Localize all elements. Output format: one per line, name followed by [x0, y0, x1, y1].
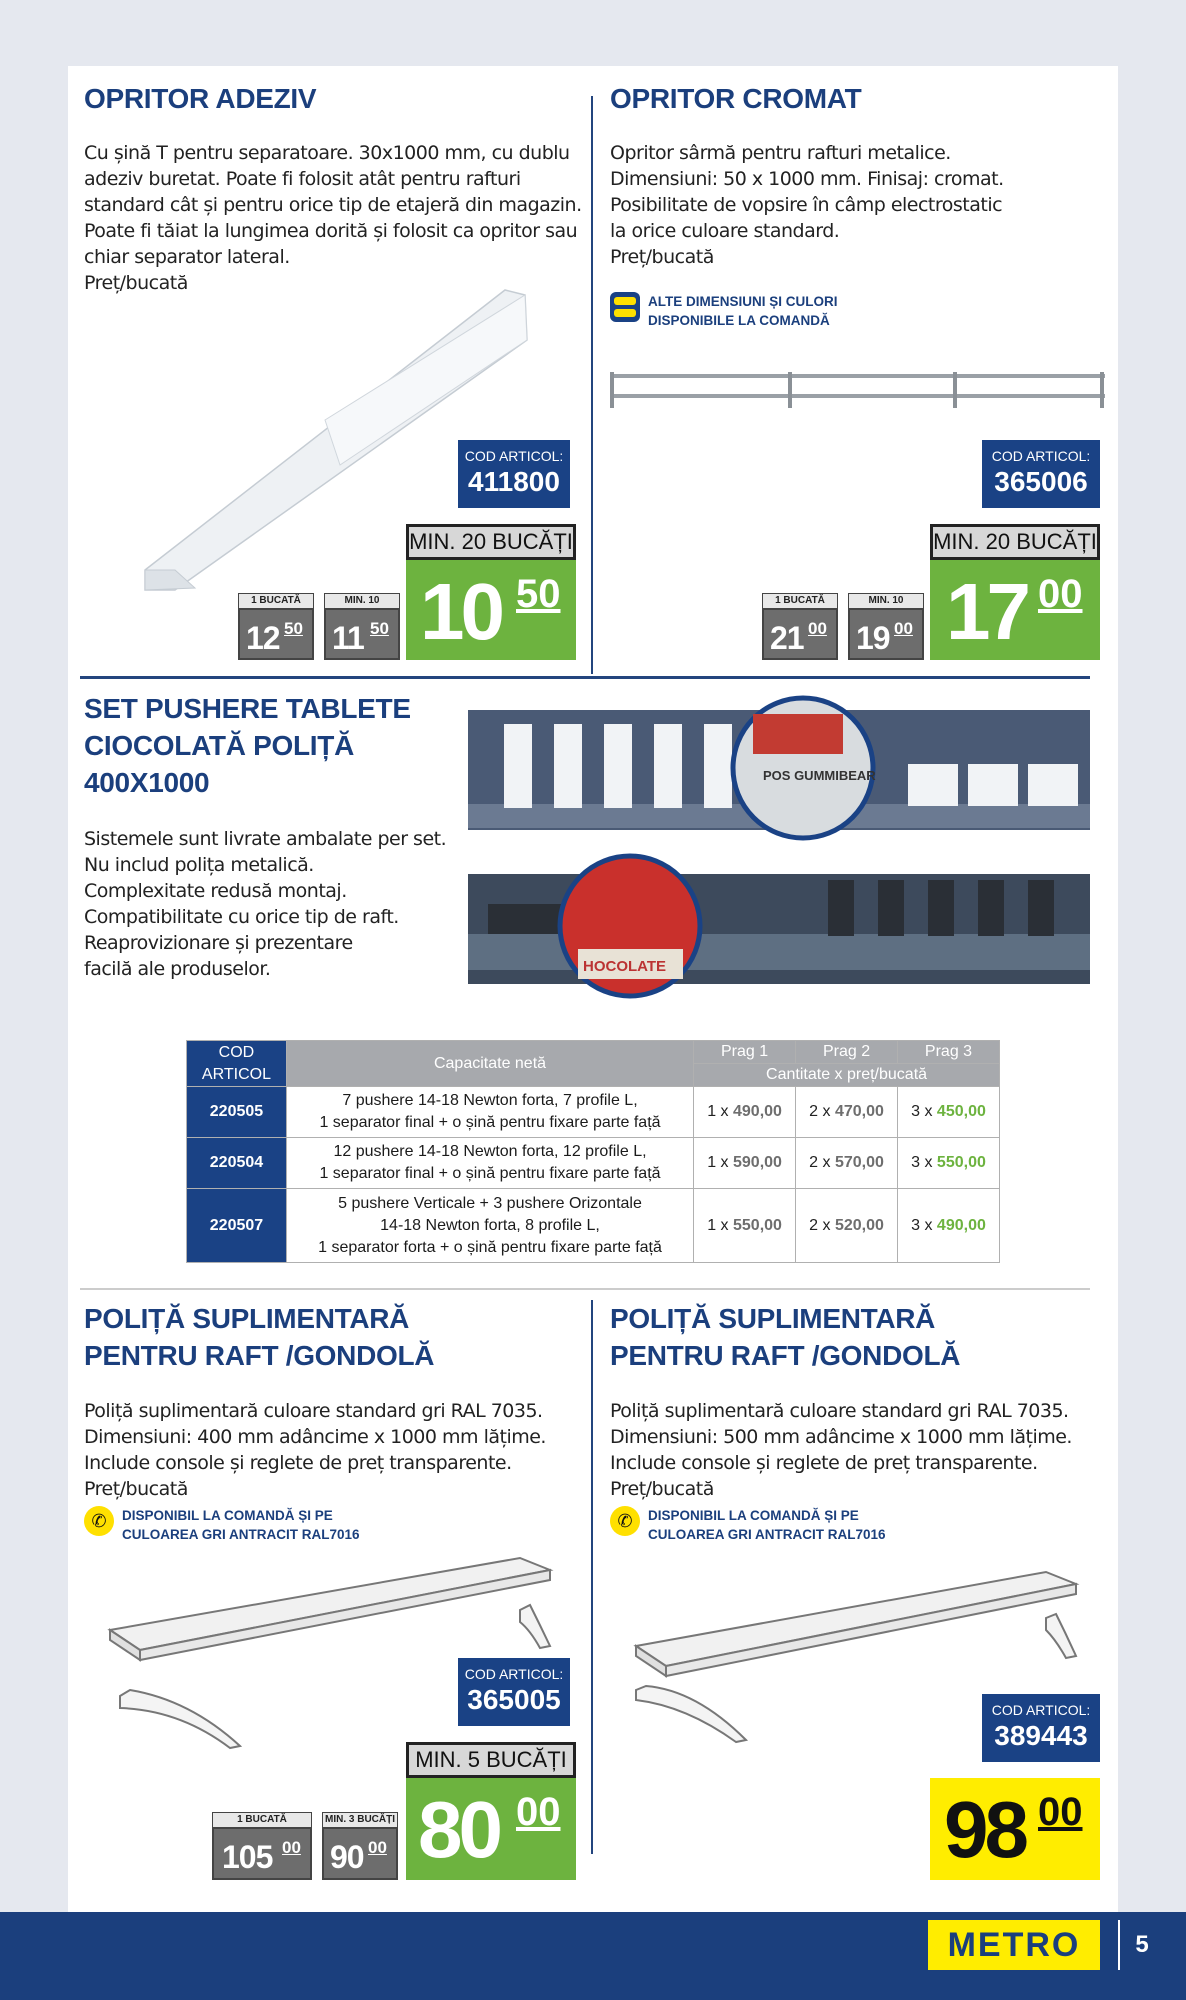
min-quantity-label: MIN. 5 BUCĂȚI	[406, 1742, 576, 1778]
pusher-system-photo	[468, 694, 1092, 1012]
article-code-box: COD ARTICOL: 411800	[458, 440, 570, 508]
main-price: 10 50	[406, 560, 576, 660]
svg-text:HOCOLATE: HOCOLATE	[583, 958, 667, 975]
main-price: 17 00	[930, 560, 1100, 660]
column-divider	[591, 96, 593, 674]
article-code: 220504	[187, 1138, 287, 1189]
product-title: SET PUSHERE TABLETE CIOCOLATĂ POLIȚĂ 400X1000	[84, 693, 411, 798]
header-quantity-price: Cantitate x preț/bucată	[694, 1064, 1000, 1087]
product-description: Poliță suplimentară culoare standard gri RAL 7035. Dimensiuni: 500 mm adâncime x 1000 mm lățime. Include console și reglete de preț transparente. Preț/bucată	[610, 1400, 1072, 1500]
article-code-box: COD ARTICOL: 365006	[982, 440, 1100, 508]
min-quantity-label: MIN. 20 BUCĂȚI	[406, 524, 576, 560]
capacity-cell: 7 pushere 14-18 Newton forta, 7 profile L, 1 separator final + o șină pentru fixare parte față	[286, 1087, 693, 1138]
info-note: ALTE DIMENSIUNI ȘI CULORI DISPONIBILE LA COMANDĂ	[610, 292, 838, 330]
svg-text:POS GUMMIBEAR: POS GUMMIBEAR	[763, 768, 876, 783]
main-price: 98 00	[930, 1778, 1100, 1880]
product-description: Sistemele sunt livrate ambalate per set. Nu includ polița metalică. Complexitate redusă montaj. Compatibilitate cu orice tip de raft. Reaprovizionare și prezentare facilă ale produselor.	[84, 828, 447, 980]
table-row	[187, 1189, 1000, 1263]
header-code: COD ARTICOL	[187, 1041, 287, 1087]
tier-price: 12 50	[238, 608, 314, 660]
tier-label: MIN. 10	[848, 593, 924, 623]
tier-price: 90 00	[322, 1827, 398, 1880]
capacity-cell: 12 pushere 14-18 Newton forta, 12 profile L, 1 separator final + o șină pentru fixare parte față	[286, 1138, 693, 1189]
prag-price: 3 x 550,00	[898, 1138, 1000, 1189]
metro-logo: METRO	[928, 1920, 1100, 1970]
article-code: 220505	[187, 1087, 287, 1138]
section-divider	[80, 676, 1090, 679]
table-row	[187, 1087, 1000, 1138]
info-note: ✆ DISPONIBIL LA COMANDĂ ȘI PE CULOAREA GRI ANTRACIT RAL7016	[610, 1506, 886, 1544]
product-title: OPRITOR ADEZIV	[84, 83, 317, 114]
product-title: OPRITOR CROMAT	[610, 83, 862, 114]
tier-label: 1 BUCATĂ	[238, 593, 314, 609]
tier-label: MIN. 3 BUCĂȚI	[322, 1812, 398, 1828]
product-description: Opritor sârmă pentru rafturi metalice. Dimensiuni: 50 x 1000 mm. Finisaj: cromat. Posibilitate de vopsire în câmp electrostatic la orice culoare standard. Preț/bucată	[610, 142, 1004, 268]
tier-price: 19 00	[848, 608, 924, 660]
table-row	[187, 1138, 1000, 1189]
main-price: 80 00	[406, 1778, 576, 1880]
min-quantity-label: MIN. 20 BUCĂȚI	[930, 524, 1100, 560]
capacity-cell: 5 pushere Verticale + 3 pushere Orizontale 14-18 Newton forta, 8 profile L, 1 separator forta + o șină pentru fixare parte față	[286, 1189, 693, 1263]
tier-price: 21 00	[762, 608, 838, 660]
section-divider	[80, 1288, 1090, 1290]
product-title: POLIȚĂ SUPLIMENTARĂ PENTRU RAFT /GONDOLĂ	[84, 1303, 435, 1371]
product-description: Cu șină T pentru separatoare. 30x1000 mm, cu dublu adeziv buretat. Poate fi folosit atât pentru rafturi standard cât și pentru orice tip de etajeră din magazin. Poate fi tăiat la lungimea dorită și folosit ca opritor sau chiar separator lateral. Preț/bucată	[84, 142, 582, 294]
prag-price: 1 x 550,00	[694, 1189, 796, 1263]
article-code-box: COD ARTICOL: 389443	[982, 1694, 1100, 1762]
tier-label: MIN. 10	[324, 593, 400, 623]
price-table	[186, 1040, 1000, 1263]
info-note: ✆ DISPONIBIL LA COMANDĂ ȘI PE CULOAREA GRI ANTRACIT RAL7016	[84, 1506, 360, 1544]
article-code: 220507	[187, 1189, 287, 1263]
header-prag: Prag 3	[898, 1041, 1000, 1064]
header-prag: Prag 1	[694, 1041, 796, 1064]
phone-icon: ✆	[84, 1506, 114, 1536]
header-capacity: Capacitate netă	[286, 1041, 693, 1087]
wire-stopper-image	[600, 360, 1115, 420]
tier-price: 11 50	[324, 608, 400, 660]
header-prag: Prag 2	[796, 1041, 898, 1064]
column-divider	[591, 1300, 593, 1854]
page-number: 5	[1118, 1920, 1164, 1970]
prag-price: 3 x 450,00	[898, 1087, 1000, 1138]
prag-price: 2 x 520,00	[796, 1189, 898, 1263]
prag-price: 1 x 490,00	[694, 1087, 796, 1138]
prag-price: 2 x 570,00	[796, 1138, 898, 1189]
phone-icon: ✆	[610, 1506, 640, 1536]
product-title: POLIȚĂ SUPLIMENTARĂ PENTRU RAFT /GONDOLĂ	[610, 1303, 961, 1371]
prag-price: 2 x 470,00	[796, 1087, 898, 1138]
prag-price: 1 x 590,00	[694, 1138, 796, 1189]
tier-label: 1 BUCATĂ	[212, 1812, 312, 1828]
product-description: Poliță suplimentară culoare standard gri RAL 7035. Dimensiuni: 400 mm adâncime x 1000 mm lățime. Include console și reglete de preț transparente. Preț/bucată	[84, 1400, 546, 1500]
tier-price: 105 00	[212, 1827, 312, 1880]
prag-price: 3 x 490,00	[898, 1189, 1000, 1263]
tier-label: 1 BUCATĂ	[762, 593, 838, 609]
colors-icon	[610, 292, 640, 322]
article-code-box: COD ARTICOL: 365005	[458, 1658, 570, 1726]
